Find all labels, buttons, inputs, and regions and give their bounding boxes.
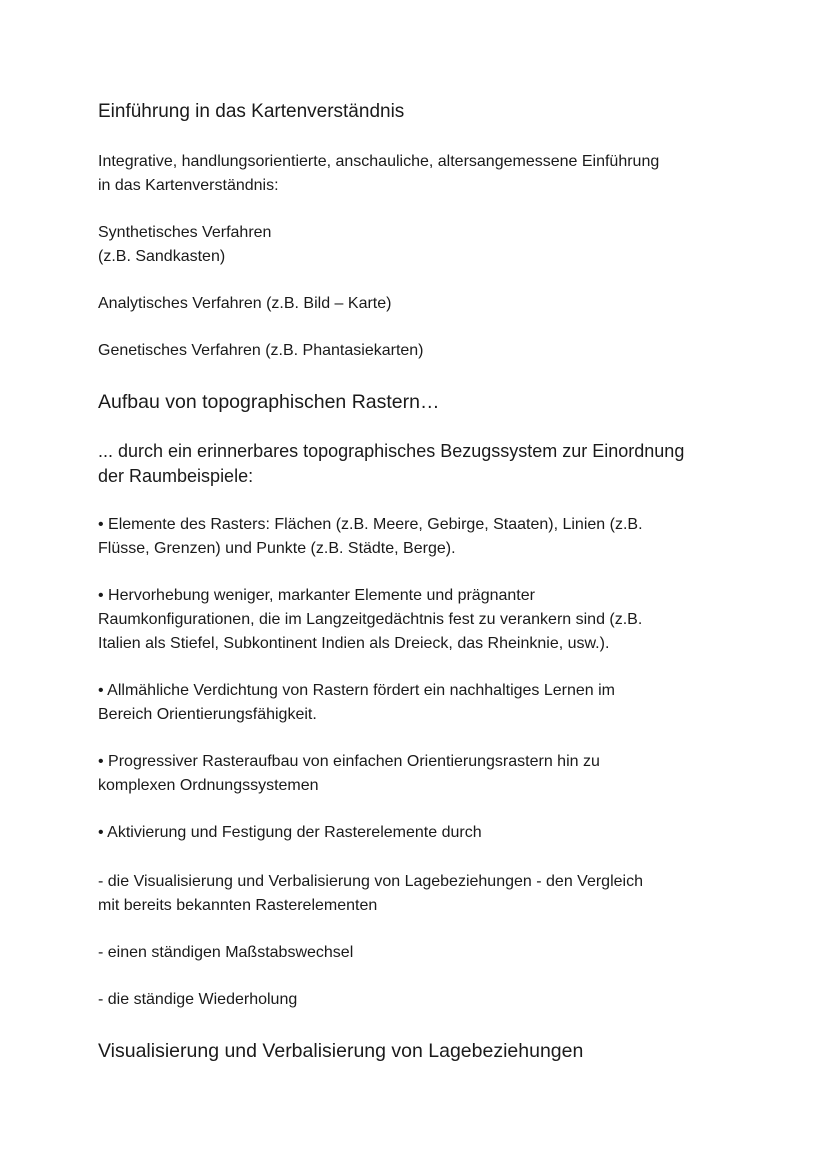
bullet-1-line-1: • Elemente des Rasters: Flächen (z.B. Meere, Gebirge, Staaten), Linien (z.B. (98, 516, 643, 533)
lead-text-line-2: der Raumbeispiele: (98, 466, 254, 486)
genetic-method: Genetisches Verfahren (z.B. Phantasiekarten) (98, 342, 424, 359)
intro-text-line-1: Integrative, handlungsorientierte, anschauliche, altersangemessene Einführung (98, 153, 660, 170)
section-heading-rasters: Aufbau von topographischen Rastern… (98, 391, 440, 413)
synthetic-method-line-1: Synthetisches Verfahren (98, 224, 272, 241)
intro-text-line-2: in das Kartenverständnis: (98, 177, 279, 194)
bullet-3-line-1: • Allmähliche Verdichtung von Rastern fördert ein nachhaltiges Lernen im (98, 682, 616, 699)
synthetic-method-line-2: (z.B. Sandkasten) (98, 248, 226, 265)
lead-text-line-1: ... durch ein erinnerbares topographisches Bezugssystem zur Einordnung (98, 441, 685, 461)
dash-item-1-line-2: mit bereits bekannten Rasterelementen (98, 897, 378, 914)
bullet-1-line-2: Flüsse, Grenzen) und Punkte (z.B. Städte, Berge). (98, 540, 456, 557)
bullet-5: • Aktivierung und Festigung der Rasterelemente durch (98, 824, 482, 841)
bullet-2-line-3: Italien als Stiefel, Subkontinent Indien als Dreieck, das Rheinknie, usw.). (98, 635, 610, 652)
dash-item-3: - die ständige Wiederholung (98, 991, 298, 1008)
dash-item-2: - einen ständigen Maßstabswechsel (98, 944, 354, 961)
analytic-method: Analytisches Verfahren (z.B. Bild – Karte) (98, 295, 392, 312)
bullet-4-line-2: komplexen Ordnungssystemen (98, 777, 319, 794)
section-heading-visualization: Visualisierung und Verbalisierung von Lagebeziehungen (98, 1040, 584, 1062)
dash-item-1-line-1: - die Visualisierung und Verbalisierung von Lagebeziehungen - den Vergleich (98, 873, 643, 890)
bullet-4-line-1: • Progressiver Rasteraufbau von einfachen Orientierungsrastern hin zu (98, 753, 600, 770)
bullet-2-line-1: • Hervorhebung weniger, markanter Elemente und prägnanter (98, 587, 535, 604)
document-title: Einführung in das Kartenverständnis (98, 101, 405, 122)
bullet-3-line-2: Bereich Orientierungsfähigkeit. (98, 706, 317, 723)
bullet-2-line-2: Raumkonfigurationen, die im Langzeitgedächtnis fest zu verankern sind (z.B. (98, 611, 643, 628)
